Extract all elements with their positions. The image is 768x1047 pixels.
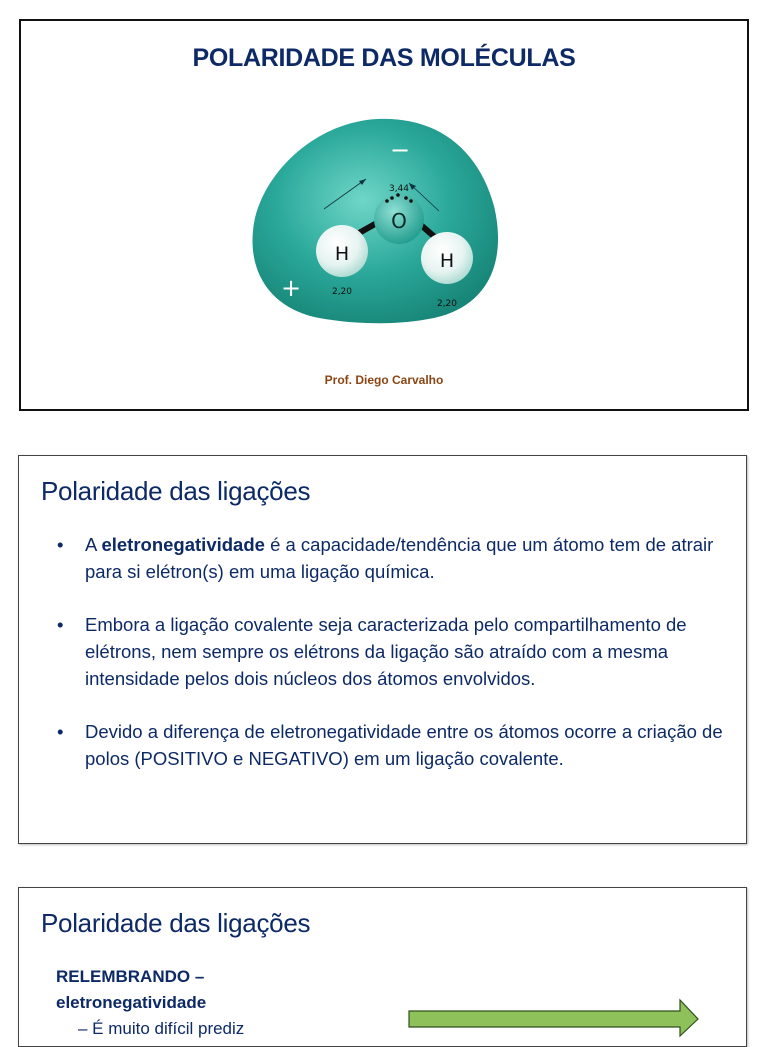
bullet-list — [57, 531, 727, 798]
content-slide-electronegativity — [18, 887, 747, 1047]
recall-text: RELEMBRANDO – eletronegatividade – É muito difícil prediz — [56, 967, 245, 1038]
electronegativity-arrow-icon — [408, 998, 700, 1028]
electronegativity-oxygen: 3,44 — [388, 184, 410, 194]
water-molecule-illustration — [249, 111, 507, 326]
content-slide-polarity — [18, 455, 747, 844]
bullet-item: • A eletronegatividade é a capacidade/tendência que um átomo tem de atrair para si elétron(s) em uma ligação química. — [57, 531, 727, 585]
slide-heading: Polaridade das ligações — [41, 476, 311, 506]
author-credit: Prof. Diego Carvalho — [324, 373, 444, 387]
bullet-item: • Embora a ligação covalente seja caracterizada pelo compartilhamento de elétrons, nem sempre os elétrons da ligação são atraído com a mesma intensidade pelos dois núcleos dos átomos envolvidos. — [57, 611, 727, 692]
oxygen-label: O — [391, 209, 407, 233]
electronegativity-h-right: 2,20 — [436, 299, 458, 309]
slide-title: POLARIDADE DAS MOLÉCULAS — [192, 44, 576, 72]
hydrogen-left-label: H — [334, 243, 350, 265]
positive-pole-left-sign: + — [280, 274, 302, 302]
negative-pole-sign: − — [389, 136, 411, 164]
hydrogen-right-label: H — [439, 250, 455, 272]
positive-pole-right-sign: + — [485, 274, 507, 302]
electronegativity-h-left: 2,20 — [331, 287, 353, 297]
bullet-item: • Devido a diferença de eletronegatividade entre os átomos ocorre a criação de polos (POSITIVO e NEGATIVO) em um ligação covalente. — [57, 718, 727, 772]
slide-heading: Polaridade das ligações — [41, 908, 311, 938]
title-slide — [19, 19, 749, 411]
